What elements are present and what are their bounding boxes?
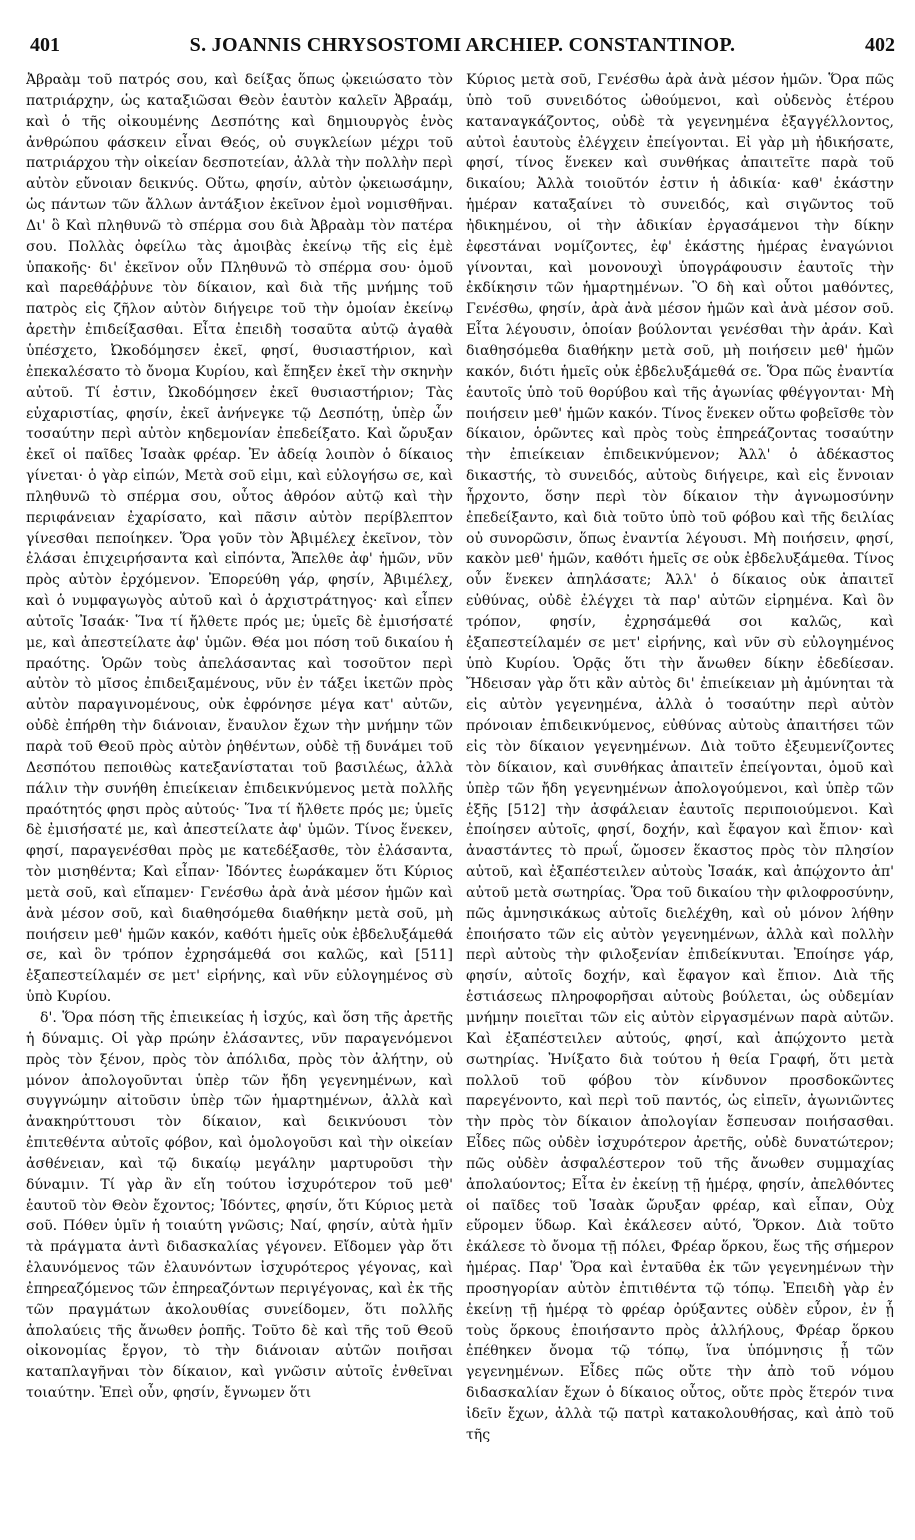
paragraph: Ἀβραὰμ τοῦ πατρός σου, καὶ δείξας ὅπως ᾠκειώσατο τὸν πατριάρχην, ὡς καταξιῶσαι Θεὸν ἑαυτὸν καλεῖν Ἀβραάμ, καὶ ὁ τῆς οἰκουμένης Δεσπότης καὶ δημιουργὸς ἑνὸς ἀνθρώπου φάσκειν εἶναι Θεός, οὐ συγκλείων μέχρι τοῦ πατριάρχου τὴν οἰκείαν δεσποτείαν, ἀλλὰ τὴν πολλὴν περὶ αὐτὸν εὔνοιαν δεικνύς. Οὕτω, φησίν, αὐτὸν ᾠκειωσάμην, ὡς πάντων τῶν ἄλλων ἀντάξιον ἐκεῖνον ἐμοὶ νομισθῆναι. Δι' ὃ Καὶ πληθυνῶ τὸ σπέρμα σου διὰ Ἀβραὰμ τὸν πατέρα σου. Πολλὰς ὀφείλω τὰς ἀμοιβὰς ἐκείνῳ τῆς εἰς ἐμὲ ὑπακοῆς· δι' ἐκεῖνον οὖν Πληθυνῶ τὸ σπέρμα σου· ὁμοῦ καὶ παρεθάῤῥυνε τὸν δίκαιον, καὶ διὰ τῆς μνήμης τοῦ πατρὸς εἰς ζῆλον αὐτὸν διήγειρε τοῦ τὴν ὁμοίαν ἐκείνῳ ἀρετὴν ἐπιδείξασθαι. Εἶτα ἐπειδὴ τοσαῦτα αὐτῷ ἀγαθὰ ὑπέσχετο, Ὠκοδόμησεν ἐκεῖ, φησί, θυσιαστήριον, καὶ ἐπεκαλέσατο τὸ ὄνομα Κυρίου, καὶ ἔπηξεν ἐκεῖ τὴν σκηνὴν αὐτοῦ. Τί ἐστιν, Ὠκοδόμησεν ἐκεῖ θυσιαστήριον; Τὰς εὐχαριστίας, φησίν, ἐκεῖ ἀνήνεγκε τῷ Δεσπότῃ, ὑπὲρ ὧν τοσαύτην περὶ αὐτὸν κηδεμονίαν ἐπεδείξατο. Καὶ ὤρυξαν ἐκεῖ οἱ παῖδες Ἰσαὰκ φρέαρ. Ἐν ἀδείᾳ λοιπὸν ὁ δίκαιος γίνεται· ὁ γὰρ εἰπών, Μετὰ σοῦ εἰμι, καὶ εὐλογήσω σε, καὶ πληθυνῶ τὸ σπέρμα σου, οὗτος ἀθρόον αὐτῷ καὶ τὴν περιφάνειαν ἐχαρίσατο, καὶ πᾶσιν αὐτὸν περίβλεπτον γίνεσθαι πεποίηκεν. Ὅρα γοῦν τὸν Ἀβιμέλεχ ἐκεῖνον, τὸν ἐλάσαι ἐπιχειρήσαντα καὶ εἰπόντα, Ἄπελθε ἀφ' ἡμῶν, νῦν πρὸς αὐτὸν ἐρχόμενον. Ἐπορεύθη γάρ, φησίν, Ἀβιμέλεχ, καὶ ὁ νυμφαγωγὸς αὐτοῦ καὶ ὁ ἀρχιστράτηγος· καὶ εἶπεν αὐτοῖς Ἰσαάκ· Ἵνα τί ἤλθετε πρός με; ὑμεῖς δὲ ἐμισήσατέ με, καὶ ἀπεστείλατε ἀφ' ὑμῶν. Θέα μοι πόση τοῦ δικαίου ἡ πραότης. Ὁρῶν τοὺς ἀπελάσαντας καὶ τοσοῦτον περὶ αὐτὸν τὸ μῖσος ἐπιδειξαμένους, νῦν ἐν τάξει ἱκετῶν πρὸς αὐτὸν παραγινομένους, οὐκ ἐφρόνησε μέγα κατ' αὐτῶν, οὐδὲ ἐπήρθη τὴν διάνοιαν, ἔναυλον ἔχων τὴν μνήμην τῶν παρὰ τοῦ Θεοῦ πρὸς αὐτὸν ῥηθέντων, οὐδὲ τῇ δυνάμει τοῦ Δεσπότου πεποιθὼς κατεξανίσταται τοῦ βασιλέως, ἀλλὰ πάλιν τὴν συνήθη ἐπιείκειαν ἐπιδεικνύμενος μετὰ πολλῆς πραότητός φησι πρὸς αὐτούς· Ἵνα τί ἤλθετε πρός με; ὑμεῖς δὲ ἐμισήσατέ με, καὶ ἀπεστείλατε ἀφ' ὑμῶν. Τίνος ἕνεκεν, φησί, παραγενέσθαι πρὸς με κατεδέξασθε, τὸν ἐλάσαντα, τὸν μισηθέντα; Καὶ εἶπαν· Ἰδόντες ἑωράκαμεν ὅτι Κύριος μετὰ σοῦ, καὶ εἴπαμεν· Γενέσθω ἀρὰ ἀνὰ μέσον ἡμῶν καὶ ἀνὰ μέσον σοῦ, καὶ διαθησόμεθα διαθήκην μετὰ σοῦ, μὴ ποιήσειν μεθ' ἡμῶν κακόν, καθότι ἡμεῖς οὐκ ἐβδελυξάμεθά σε, καὶ ὃν τρόπον ἐχρησάμεθά σοι καλῶς, καὶ [511] ἐξαπεστείλαμέν σε μετ' εἰρήνης, καὶ νῦν εὐλογημένος σὺ ὑπὸ Κυρίου. (26, 72, 453, 1006)
paragraph: δ'. Ὅρα πόση τῆς ἐπιεικείας ἡ ἰσχύς, καὶ ὅση τῆς ἀρετῆς ἡ δύναμις. Οἱ γὰρ πρώην ἐλάσαντες, νῦν παραγενόμενοι πρὸς τὸν ξένον, πρὸς τὸν ἀπόλιδα, πρὸς τὸν ἀλήτην, οὐ μόνον ἀπολογοῦνται ὑπὲρ τῶν ἤδη γεγενημένων, καὶ συγγνώμην αἰτοῦσιν ὑπὲρ τῶν ἡμαρτημένων, ἀλλὰ καὶ ἀνακηρύττουσι τὸν δίκαιον, καὶ δεικνύουσι τὸν ἐπιτεθέντα αὐτοῖς φόβον, καὶ ὁμολογοῦσι καὶ τὴν οἰκείαν ἀσθένειαν, καὶ τῷ δικαίῳ μεγάλην μαρτυροῦσι τὴν δύναμιν. Τί γὰρ ἂν εἴη τούτου ἰσχυρότερον τοῦ μεθ' ἑαυτοῦ τὸν Θεὸν ἔχοντος; Ἰδόντες, φησίν, ὅτι Κύριος μετὰ σοῦ. Πόθεν ὑμῖν ἡ τοιαύτη γνῶσις; Ναί, φησίν, αὐτὰ ἡμῖν τὰ πράγματα ἀντὶ διδασκαλίας γέγονεν. Εἴδομεν γὰρ ὅτι ἐλαυνόμενος τῶν ἐλαυνόντων ἰσχυρότερος γέγονας, καὶ ἐπηρεαζόμενος τῶν ἐπηρεαζόντων περιγέγονας, καὶ ἐκ τῆς τῶν πραγμάτων ἀκολουθίας συνείδομεν, ὅτι πολλῆς ἀπολαύεις τῆς ἄνωθεν ῥοπῆς. Τοῦτο δὲ καὶ τῆς τοῦ Θεοῦ οἰκονομίας ἔργον, τὸ τὴν διάνοιαν αὐτῶν ποιῆσαι καταπλαγῆναι τὸν δίκαιον, καὶ γνῶσιν αὐτοῖς ἐνθεῖναι τοιαύτην. Ἐπεὶ οὖν, φησίν, ἔγνωμεν ὅτι (26, 1009, 453, 1402)
running-title: S. JOANNIS CHRYSOSTOMI ARCHIEP. CONSTANTINOP. (189, 34, 736, 56)
page-number-right: 402 (865, 34, 895, 56)
right-column (466, 70, 894, 1534)
page-number-left: 401 (30, 34, 60, 56)
page-header (30, 34, 895, 64)
left-column (26, 70, 453, 1534)
paragraph: Κύριος μετὰ σοῦ, Γενέσθω ἀρὰ ἀνὰ μέσον ἡμῶν. Ὅρα πῶς ὑπὸ τοῦ συνειδότος ὠθούμενοι, καὶ οὐδενὸς ἑτέρου καταναγκάζοντος, οὐδὲ τὰ γεγενημένα ἐξαγγέλλοντος, αὐτοὶ ἑαυτοὺς ἐλέγχειν ἐπείγονται. Εἰ γὰρ μὴ ἠδικήσατε, φησί, τίνος ἕνεκεν καὶ συνθήκας ἀπαιτεῖτε παρὰ τοῦ δικαίου; Ἀλλὰ τοιοῦτόν ἐστιν ἡ ἀδικία· καθ' ἑκάστην ἡμέραν καταξαίνει τὸ συνειδός, καὶ σιγῶντος τοῦ ἠδικημένου, οἱ τὴν ἀδικίαν ἐργασάμενοι τὴν δίκην ἐφεστάναι νομίζοντες, ἐφ' ἑκάστης ἡμέρας ἐναγώνιοι γίνονται, καὶ μονονουχὶ ὑπογράφουσιν ἑαυτοῖς τὴν ἐκδίκησιν τῶν ἡμαρτημένων. Ὃ δὴ καὶ οὗτοι μαθόντες, Γενέσθω, φησίν, ἀρὰ ἀνὰ μέσον ἡμῶν καὶ ἀνὰ μέσον σοῦ. Εἶτα λέγουσιν, ὁποίαν βούλονται γενέσθαι τὴν ἀράν. Καὶ διαθησόμεθα διαθήκην μετὰ σοῦ, μὴ ποιήσειν μεθ' ἡμῶν κακόν, διότι ἡμεῖς οὐκ ἐβδελυξάμεθά σε. Ὅρα πῶς ἐναντία ἑαυτοῖς ὑπὸ τοῦ θορύβου καὶ τῆς ἀγωνίας φθέγγονται· Μὴ ποιήσειν μεθ' ἡμῶν κακόν. Τίνος ἕνεκεν οὕτω φοβεῖσθε τὸν δίκαιον, ὁρῶντες καὶ πρὸς τοὺς ἐπηρεάζοντας τοσαύτην τὴν ἐπιείκειαν ἐπιδεικνύμενον; Ἀλλ' ὁ ἀδέκαστος δικαστής, τὸ συνειδός, αὐτοὺς διήγειρε, καὶ εἰς ἔννοιαν ἦρχοντο, ὅσην περὶ τὸν δίκαιον τὴν ἀγνωμοσύνην ἐπεδείξαντο, καὶ διὰ τοῦτο ὑπὸ τοῦ φόβου καὶ τῆς δειλίας οὐ συνορῶσιν, ὅπως ἐναντία λέγουσι. Μὴ ποιήσειν, φησί, κακὸν μεθ' ἡμῶν, καθότι ἡμεῖς σε οὐκ ἐβδελυξάμεθα. Τίνος οὖν ἕνεκεν ἀπηλάσατε; Ἀλλ' ὁ δίκαιος οὐκ ἀπαιτεῖ εὐθύνας, οὐδὲ ἐλέγχει τὰ παρ' αὐτῶν εἰρημένα. Καὶ ὃν τρόπον, φησίν, ἐχρησάμεθά σοι καλῶς, καὶ ἐξαπεστείλαμέν σε μετ' εἰρήνης, καὶ νῦν σὺ εὐλογημένος ὑπὸ Κυρίου. Ὁρᾷς ὅτι τὴν ἄνωθεν δίκην ἐδεδίεσαν. Ἤδεισαν γὰρ ὅτι κἂν αὐτὸς δι' ἐπιείκειαν μὴ ἀμύνηται τὰ εἰς αὐτὸν γεγενημένα, ἀλλὰ ὁ τοσαύτην περὶ αὐτὸν πρόνοιαν ἐπιδεικνύμενος, εὐθύνας αὐτοὺς ἀπαιτήσει τῶν εἰς τὸν δίκαιον γεγενημένων. Διὰ τοῦτο ἐξευμενίζοντες τὸν δίκαιον, καὶ συνθήκας ἀπαιτεῖν ἐπείγονται, ὁμοῦ καὶ ὑπὲρ τῶν ἤδη γεγενημένων ἀπολογούμενοι, καὶ ὑπὲρ τῶν ἑξῆς [512] τὴν ἀσφάλειαν ἑαυτοῖς περιποιούμενοι. Καὶ ἐποίησεν αὐτοῖς, φησί, δοχήν, καὶ ἔφαγον καὶ ἔπιον· καὶ ἀναστάντες τὸ πρωΐ, ὤμοσεν ἕκαστος πρὸς τὸν πλησίον αὐτοῦ, καὶ ἐξαπέστειλεν αὐτοὺς Ἰσαάκ, καὶ ἀπῴχοντο ἀπ' αὐτοῦ μετὰ σωτηρίας. Ὅρα τοῦ δικαίου τὴν φιλοφροσύνην, πῶς ἀμνησικάκως αὐτοῖς διελέχθη, καὶ οὐ μόνον λήθην ἐποιήσατο τῶν εἰς αὐτὸν γεγενημένων, ἀλλὰ καὶ πολλὴν περὶ αὐτοὺς τὴν φιλοξενίαν ἐπιδείκνυται. Ἐποίησε γάρ, φησίν, αὐτοῖς δοχήν, καὶ ἔφαγον καὶ ἔπιον. Διὰ τῆς ἑστιάσεως πληροφορῆσαι αὐτοὺς βούλεται, ὡς οὐδεμίαν μνήμην ποιεῖται τῶν εἰς αὐτὸν εἰργασμένων παρὰ αὐτῶν. Καὶ ἐξαπέστειλεν αὐτούς, φησί, καὶ ἀπῴχοντο μετὰ σωτηρίας. Ἠνίξατο διὰ τούτου ἡ θεία Γραφή, ὅτι μετὰ πολλοῦ τοῦ φόβου τὸν κίνδυνον προσδοκῶντες παρεγένοντο, καὶ περὶ τοῦ παντός, ὡς εἰπεῖν, ἀγωνιῶντες τὴν πρὸς τὸν δίκαιον ἀπολογίαν ἔσπευσαν ποιήσασθαι. Εἶδες πῶς οὐδὲν ἰσχυρότερον ἀρετῆς, οὐδὲ δυνατώτερον; πῶς οὐδὲν ἀσφαλέστερον τοῦ τῆς ἄνωθεν συμμαχίας ἀπολαύοντος; Εἶτα ἐν ἐκείνῃ τῇ ἡμέρᾳ, φησίν, ἀπελθόντες οἱ παῖδες τοῦ Ἰσαὰκ ὤρυξαν φρέαρ, καὶ εἶπαν, Οὐχ εὕρομεν ὕδωρ. Καὶ ἐκάλεσεν αὐτό, Ὅρκον. Διὰ τοῦτο ἐκάλεσε τὸ ὄνομα τῇ πόλει, Φρέαρ ὅρκου, ἕως τῆς σήμερον ἡμέρας. Παρ' Ὅρα καὶ ἐνταῦθα ἐκ τῶν γεγενημένων τὴν προσηγορίαν αὐτὸν ἐπιτιθέντα τῷ τόπῳ. Ἐπειδὴ γὰρ ἐν ἐκείνῃ τῇ ἡμέρᾳ τὸ φρέαρ ὀρύξαντες οὐδὲν εὗρον, ἐν ᾗ τοὺς ὅρκους ἐποιήσαντο πρὸς ἀλλήλους, Φρέαρ ὅρκου ἐπέθηκεν ὄνομα τῷ τόπῳ, ἵνα ὑπόμνησις ᾖ τῶν γεγενημένων. Εἶδες πῶς οὔτε τὴν ἀπὸ τοῦ νόμου διδασκαλίαν ἔχων ὁ δίκαιος οὗτος, οὔτε πρὸς ἕτερόν τινα ἰδεῖν ἔχων, ἀλλὰ τῷ πατρὶ κατακολουθήσας, καὶ ἀπὸ τοῦ τῆς (466, 72, 894, 1443)
